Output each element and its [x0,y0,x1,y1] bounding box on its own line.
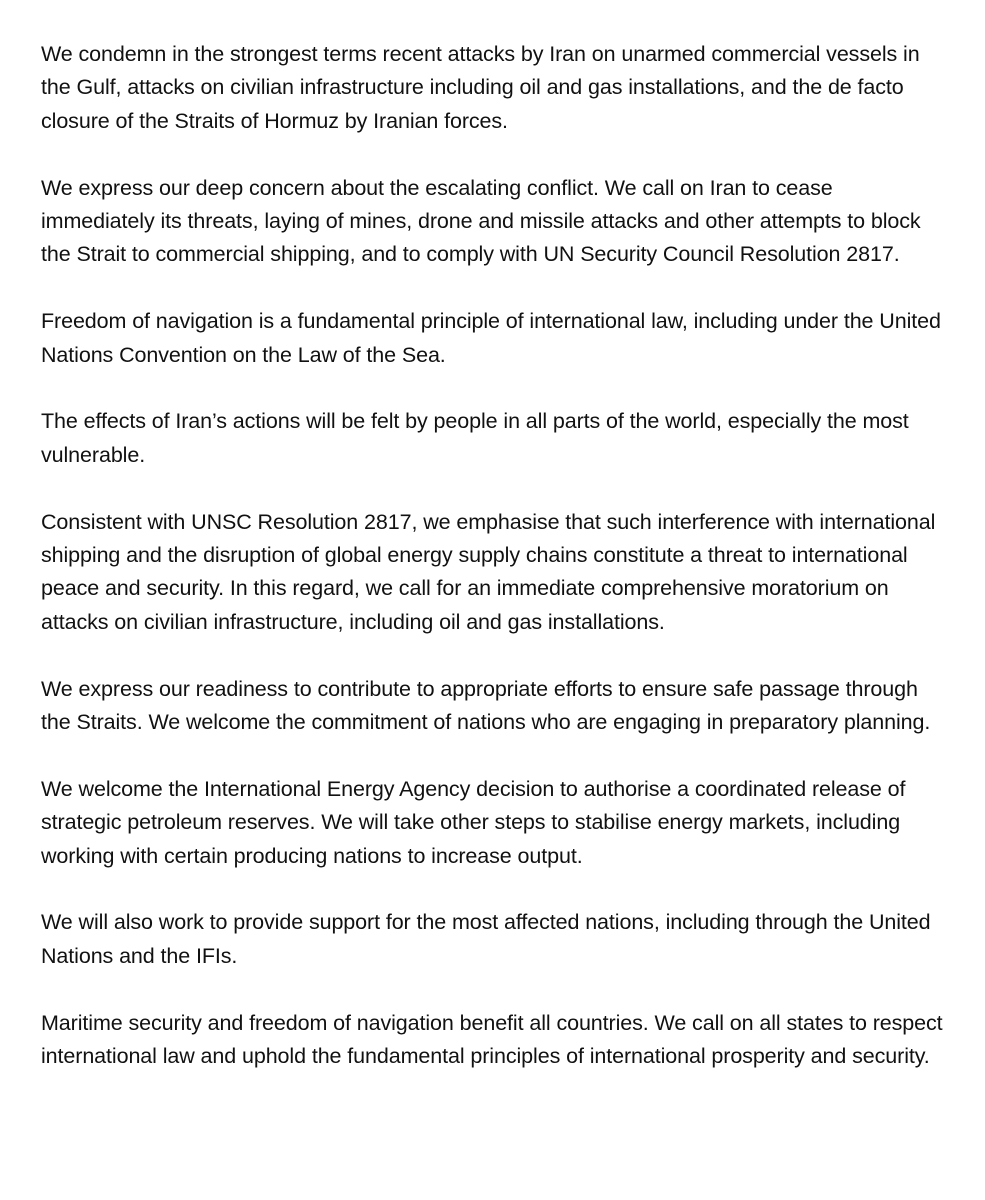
paragraph-support: We will also work to provide support for the most affected nations, including through the United Nations and the IFIs. [41,910,931,968]
paragraph-maritime-security: Maritime security and freedom of navigation benefit all countries. We call on all states to respect international law and uphold the fundamental principles of international prosperity and security. [41,1010,943,1069]
paragraph-safe-passage: We express our readiness to contribute to appropriate efforts to ensure safe passage through the Straits. We welcome the commitment of nations who are engaging in preparatory planning. [41,676,931,735]
document-body [41,38,951,1073]
paragraph-energy-agency: We welcome the International Energy Agency decision to authorise a coordinated release of strategic petroleum reserves. We will take other steps to stabilise energy markets, including working with certain producing nations to increase output. [41,776,906,868]
paragraph-concern: We express our deep concern about the escalating conflict. We call on Iran to cease immediately its threats, laying of mines, drone and missile attacks and other attempts to block the Strait to commercial shipping, and to comply with UN Security Council Resolution 2817. [41,175,921,267]
paragraph-unsc-resolution: Consistent with UNSC Resolution 2817, we emphasise that such interference with international shipping and the disruption of global energy supply chains constitute a threat to international peace and security. In this regard, we call for an immediate comprehensive moratorium on attacks on civilian infrastructure, including oil and gas installations. [41,509,936,634]
paragraph-effects: The effects of Iran’s actions will be felt by people in all parts of the world, especially the most vulnerable. [41,409,909,467]
paragraph-condemnation: We condemn in the strongest terms recent attacks by Iran on unarmed commercial vessels in the Gulf, attacks on civilian infrastructure including oil and gas installations, and the de facto closure of the Straits of Hormuz by Iranian forces. [41,42,920,133]
paragraph-freedom-of-navigation: Freedom of navigation is a fundamental principle of international law, including under the United Nations Convention on the Law of the Sea. [41,309,941,367]
